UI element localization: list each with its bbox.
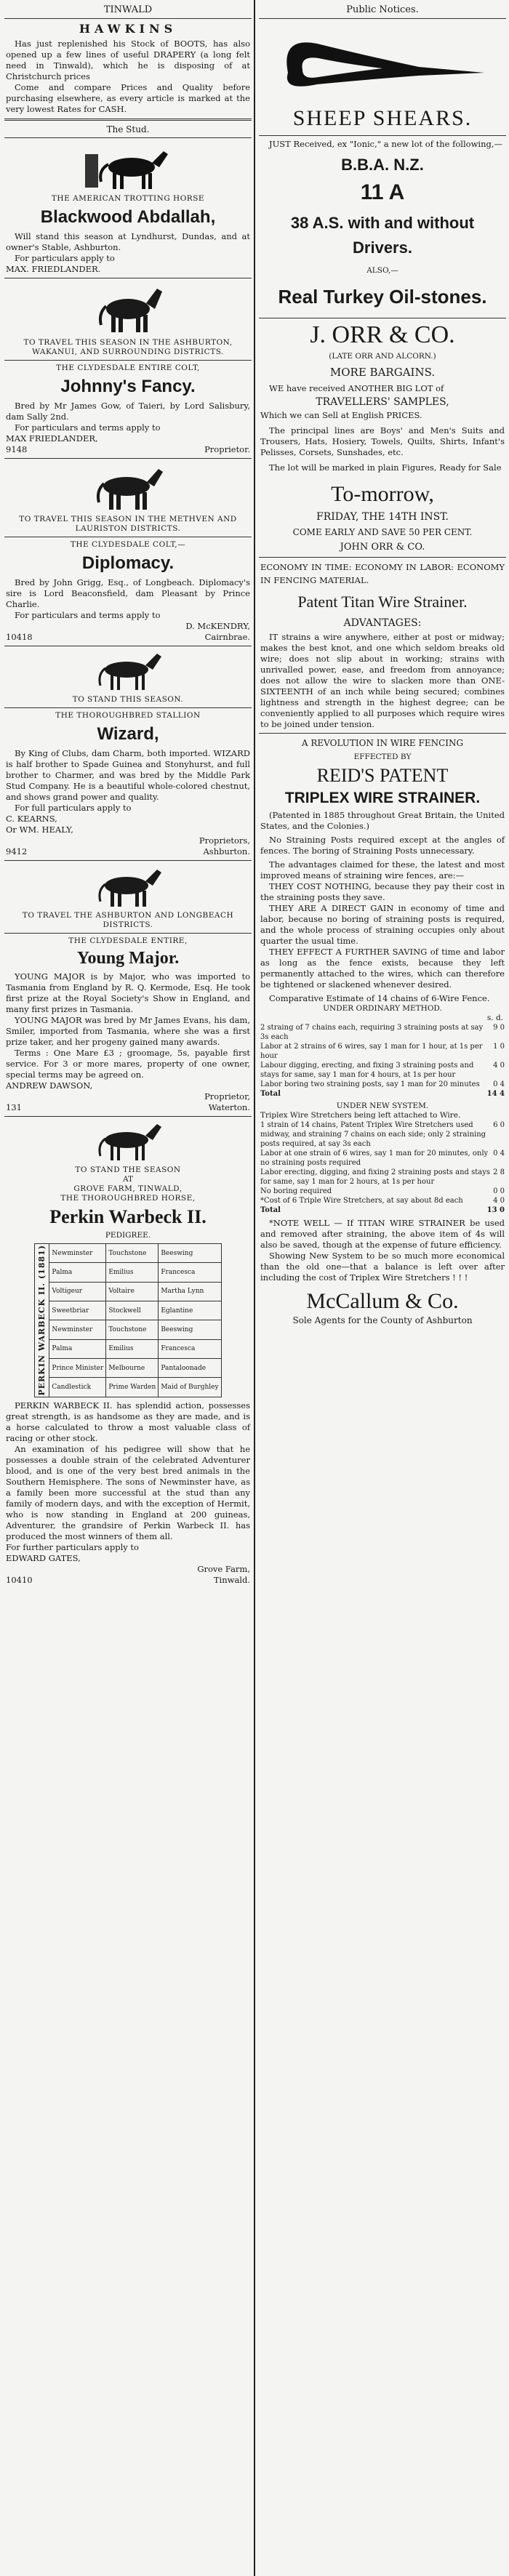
clydesdale-colt-illustration (84, 462, 172, 513)
pedigree-row (35, 1244, 221, 1263)
hawkins-ad (4, 22, 252, 115)
divider (4, 360, 252, 361)
pedigree-horse-name (35, 1244, 49, 1397)
johnny-ref: 9148 (6, 444, 28, 454)
estimate-cost: 1 0 (493, 1043, 505, 1051)
estimate-item: 2 straing of 7 chains each, requiring 3 straining posts at say 3s each (260, 1024, 484, 1041)
divider (4, 458, 252, 459)
also: ALSO,— (366, 266, 398, 275)
abdallah-name: Blackwood Abdallah, (40, 207, 216, 227)
new-total-value: 13 0 (486, 1206, 505, 1214)
diplomacy-travel: TO TRAVEL THIS SEASON IN THE METHVEN AND LAURISTON DISTRICTS. (19, 515, 237, 533)
sd-label: s. d. (486, 1014, 503, 1022)
titan-text: IT strains a wire anywhere, either at post or midway; makes the best knot, and one which seldom breaks old wire; does not slip about in working; strains with unrivalled power, ease, and freedom from annoyance; does not allow the wire to slacken more than ONE-SIXTEENTH of an inch while being secured; combines lightness and strength in the highest degree; can be conveniently applied to all purposes which require wires to be joined under tension. (260, 632, 505, 729)
johnny-sub: THE CLYDESDALE ENTIRE COLT, (56, 364, 200, 372)
estimate-cost: 6 0 (493, 1121, 505, 1129)
young-major-ref: 131 (6, 1102, 22, 1112)
pedigree-vertical-label (37, 1245, 47, 1396)
clydesdale-entire-illustration (84, 864, 172, 909)
wizard-role: Proprietors, (199, 835, 250, 846)
adv-text: The advantages claimed for these, the latest and most improved means of straining wire fences, are:— (260, 859, 505, 880)
perkin-sub: THE THOROUGHBRED HORSE, (60, 1194, 196, 1203)
pedigree-cell: Voltaire (106, 1282, 159, 1301)
economy: ECONOMY IN TIME: ECONOMY IN LABOR: ECONOMY IN FENCING MATERIAL. (260, 562, 505, 585)
estimate-cost: 0 4 (493, 1149, 505, 1157)
divider (259, 135, 506, 136)
estimate-row (260, 1149, 505, 1168)
estimate-item: Labor at 2 strains of 6 wires, say 1 man for 1 hour, at 1s per hour (260, 1043, 483, 1060)
pedigree-cell: Eglantine (159, 1301, 221, 1320)
pedigree-row (35, 1263, 221, 1282)
reids-patent: REID'S PATENT (316, 765, 449, 786)
patented: (Patented in 1885 throughout Great Britain, the United States, and the Colonies.) (260, 810, 505, 831)
johnny-travel: TO TRAVEL THIS SEASON IN THE ASHBURTON, WAKANUI, AND SURROUNDING DISTRICTS. (23, 338, 233, 356)
abdallah-text: Will stand this season at Lyndhurst, Dundas, and at owner's Stable, Ashburton. (6, 231, 250, 252)
pedigree-cell: Emilius (106, 1263, 159, 1282)
estimate-row (260, 1196, 505, 1205)
public-notices-header: Public Notices. (346, 4, 419, 15)
estimate-row (260, 1061, 505, 1080)
wizard-stand: TO STAND THIS SEASON. (72, 695, 184, 704)
pedigree-cell: Martha Lynn (159, 1282, 221, 1301)
estimate-row (260, 1080, 505, 1089)
samples3: Which we can Sell at English PRICES. (260, 410, 422, 420)
perkin-place2: Tinwald. (213, 1574, 250, 1585)
estimate-item: Labour digging, erecting, and fixing 3 straining posts and stays for same, say 1 man for 4 hours, at 1s per hour (260, 1062, 474, 1079)
column-rule (254, 0, 255, 2576)
eleven-a: 11 A (360, 180, 405, 204)
new-total-label: Total (260, 1206, 281, 1214)
old-system: UNDER ORDINARY METHOD. (323, 1004, 442, 1013)
clydesdale-horse-illustration (88, 281, 168, 336)
divider (259, 557, 506, 558)
lot: The lot will be marked in plain Figures, Ready for Sale (269, 462, 502, 473)
hawkins-name: HAWKINS (79, 22, 177, 36)
left-column (4, 0, 252, 1586)
note: *NOTE WELL — If TITAN WIRE STRAINER be used and removed after straining, the above item of 4s will also be saved, though at the expense of future efficiency. (260, 1218, 505, 1250)
adv2: THEY ARE A DIRECT GAIN in economy of time and labor, because no boring of straining posts is required, and the whole process of straining occupies only about quarter the usual time. (260, 903, 505, 946)
johnny-role: Proprietor. (204, 444, 250, 454)
pedigree-name-text: PERKIN WARBECK II. (37, 1279, 47, 1396)
young-major-text: YOUNG MAJOR is by Major, who was imported to Tasmania from England by R. Q. Kermode, Esq. He took first prize at the Royal Society's Show in England, and many first prizes in Tasmania. (6, 971, 250, 1014)
tinwald-header: TINWALD (103, 4, 153, 15)
mccallum: McCallum & Co. (306, 1289, 459, 1313)
diplomacy-sub: THE CLYDESDALE COLT,— (70, 540, 186, 549)
old-estimate (259, 1023, 506, 1089)
abdallah-sub: THE AMERICAN TROTTING HORSE (51, 194, 205, 203)
titan-name: Patent Titan Wire Strainer. (297, 593, 468, 611)
pedigree-row (35, 1358, 221, 1377)
as38: 38 A.S. with and without Drivers. (290, 214, 475, 257)
orr-sign: JOHN ORR & CO. (340, 542, 425, 553)
estimate-row (260, 1042, 505, 1061)
pedigree-cell: Beeswing (159, 1320, 221, 1339)
pedigree-cell: Sweetbriar (49, 1301, 106, 1320)
pedigree-row (35, 1339, 221, 1358)
young-major-name: Young Major. (76, 949, 180, 968)
perkin-stand: TO STAND THE SEASON (75, 1165, 181, 1174)
divider (4, 18, 252, 19)
estimate-cost: 4 0 (493, 1062, 505, 1070)
estimate-cost: 4 0 (493, 1197, 505, 1205)
perkin-text: PERKIN WARBECK II. has splendid action, possesses great strength, is as handsome as they are made, and is a horse calculated to throw a most valuable class of racing or other stock. (6, 1400, 250, 1443)
new-intro: Triplex Wire Stretchers being left attached to Wire. (260, 1111, 461, 1120)
perkin-farm: GROVE FARM, TINWALD, (73, 1184, 183, 1193)
estimate-item: Labor at one strain of 6 wires, say 1 man for 20 minutes, only no straining posts required (260, 1149, 489, 1167)
wizard-sub: THE THOROUGHBRED STALLION (55, 711, 201, 720)
estimate-cost: 9 0 (493, 1024, 505, 1032)
effected-by: EFFECTED BY (353, 753, 412, 761)
thoroughbred-horse-illustration (84, 1120, 172, 1163)
divider (4, 933, 252, 934)
right-column (259, 0, 506, 1325)
johnny-text2: For particulars and terms apply to (15, 422, 161, 433)
thoroughbred-stallion-illustration (84, 649, 172, 693)
estimate-cost: 0 0 (493, 1187, 505, 1195)
orr-name: J. ORR & CO. (310, 321, 455, 348)
pedigree-cell: Newminster (49, 1244, 106, 1263)
johnny-name: Johnny's Fancy. (60, 377, 196, 396)
new-system: UNDER NEW SYSTEM. (336, 1102, 429, 1110)
trotting-horse-illustration (81, 141, 175, 192)
pedigree-cell: Stockwell (106, 1301, 159, 1320)
divider (4, 1116, 252, 1117)
adv3: THEY EFFECT A FURTHER SAVING of time and labor as long as the fence exists, because they left permanently attached to the wires, which can therefore be tightened or slackened whenever desired. (260, 947, 505, 990)
come-early: COME EARLY AND SAVE 50 PER CENT. (292, 527, 473, 537)
perkin-ref: 10410 (6, 1574, 33, 1585)
shears-intro: JUST Received, ex "Ionic," a new lot of the following,— (269, 139, 503, 149)
pedigree-row (35, 1378, 221, 1397)
young-major-role: Proprietor, (204, 1091, 250, 1102)
wizard-place: Ashburton. (203, 846, 250, 856)
wizard-text: By King of Clubs, dam Charm, both imported. WIZARD is half brother to Spade Guinea and Stonyhurst, and full brother to Charmer, and was bred by the Middle Park Stud Company. He is a beautiful whole-colored chestnut, and shows grand power and quality. (6, 748, 250, 802)
old-total-value: 14 4 (486, 1090, 505, 1098)
hawkins-text: Has just replenished his Stock of BOOTS, has also opened up a few lines of useful DRAPERY (a long felt need in Tinwald), which he is disposing of at Christchurch prices (6, 39, 250, 81)
estimate-row (260, 1168, 505, 1187)
estimate-item: *Cost of 6 Triple Wire Stretchers, at say about 8d each (260, 1197, 463, 1205)
advantages: ADVANTAGES: (343, 617, 422, 629)
oilstones: Real Turkey Oil-stones. (278, 286, 487, 308)
perkin-at: AT (122, 1175, 133, 1184)
perkin-agent: EDWARD GATES, (6, 1552, 81, 1563)
abdallah-particulars: For particulars apply to (15, 253, 115, 263)
adv1: THEY COST NOTHING, because they pay their cost in the straining posts they save. (260, 881, 505, 902)
divider (4, 137, 252, 138)
perkin-name: Perkin Warbeck II. (49, 1206, 207, 1227)
young-major-text2: YOUNG MAJOR was bred by Mr James Evans, his dam, Smiler, imported from Tasmania, where she was a first prize taker, and her progeny gained many awards. (6, 1015, 250, 1047)
johnny-text: Bred by Mr James Gow, of Taieri, by Lord Salisbury, dam Sally 2nd. (6, 401, 250, 422)
abdallah-agent: MAX. FRIEDLANDER. (6, 264, 101, 274)
pedigree-cell: Prime Warden (106, 1378, 159, 1397)
estimate-cost: 0 4 (493, 1080, 505, 1088)
pedigree-table (34, 1243, 221, 1397)
stud-heading: The Stud. (106, 124, 150, 135)
perkin-pedigree-label: PEDIGREE. (105, 1231, 151, 1240)
pedigree-cell: Touchstone (106, 1244, 159, 1263)
bba: B.B.A. N.Z. (341, 156, 424, 174)
wizard-text2: For full particulars apply to (15, 803, 132, 813)
pedigree-cell: Melbourne (106, 1358, 159, 1377)
pedigree-cell: Voltigeur (49, 1282, 106, 1301)
pedigree-cell: Touchstone (106, 1320, 159, 1339)
pedigree-cell: Beeswing (159, 1244, 221, 1263)
wizard-agent2: Or WM. HEALY, (6, 824, 73, 835)
pedigree-cell: Newminster (49, 1320, 106, 1339)
diplomacy-place: Cairnbrae. (204, 632, 250, 642)
perkin-text2: An examination of his pedigree will show that he possesses a double strain of the celebrated Adventurer blood, and is one of the very best bred animals in the Southern Hemisphere. The sons of Newminster have, as a family been more successful at the stud than any family of modern days, and with the exception of Hermit, who is now standing in England at 200 guineas, Adventurer, the grandsire of Perkin Warbeck II. has produced the most winners of them all. (6, 1443, 250, 1541)
sheep-shears-icon (273, 22, 492, 102)
diplomacy-text2: For particulars and terms apply to (15, 610, 161, 620)
wizard-agent: C. KEARNS, (6, 814, 57, 824)
bargains: MORE BARGAINS. (329, 366, 436, 379)
no-strain: No Straining Posts required except at the angles of fences. The boring of Straining Posts unnecessary. (260, 835, 505, 856)
pedigree-cell: Palma (49, 1263, 106, 1282)
pedigree-cell: Candlestick (49, 1378, 106, 1397)
johnny-agent: MAX FRIEDLANDER, (6, 433, 98, 444)
divider (4, 119, 252, 121)
tomorrow: To-morrow, (331, 482, 434, 506)
samples2: TRAVELLERS' SAMPLES, (316, 396, 449, 408)
pedigree-cell: Maid of Burghley (159, 1378, 221, 1397)
young-major-agent: ANDREW DAWSON, (6, 1080, 93, 1091)
pedigree-cell: Francesca (159, 1263, 221, 1282)
estimate-cost: 2 8 (493, 1168, 505, 1176)
lines: The principal lines are Boys' and Men's Suits and Trousers, Hats, Hosiery, Towels, Quilts, Shirts, Infant's Pelisses, Corsets, Sunshades, etc. (260, 425, 505, 457)
pedigree-cell: Palma (49, 1339, 106, 1358)
wizard-name: Wizard, (97, 724, 159, 744)
showing: Showing New System to be so much more economical than the old one—that a balance is left over after including the cost of Triplex Wire Stretchers ! ! ! (260, 1251, 505, 1283)
pedigree-cell: Pantaloonade (159, 1358, 221, 1377)
pedigree-cell: Francesca (159, 1339, 221, 1358)
young-major-place: Waterton. (208, 1102, 250, 1112)
old-total-label: Total (260, 1090, 281, 1098)
orr-sub: (LATE ORR AND ALCORN.) (329, 352, 436, 361)
estimate-item: Labor erecting, digging, and fixing 2 straining posts and stays for same, say 1 man for 2 hours, at 1s per hour (260, 1168, 490, 1186)
samples: WE have received ANOTHER BIG LOT of (269, 383, 444, 393)
young-major-travel: TO TRAVEL THE ASHBURTON AND LONGBEACH DISTRICTS. (22, 911, 234, 929)
pedigree-cell: Prince Minister (49, 1358, 106, 1377)
diplomacy-ref: 10418 (6, 632, 33, 642)
revolution: A REVOLUTION IN WIRE FENCING (301, 738, 464, 748)
wizard-ref: 9412 (6, 846, 28, 856)
estimate-row (260, 1023, 505, 1042)
young-major-terms: Terms : One Mare £3 ; groomage, 5s, payable first service. For 3 or more mares, property of one owner, special terms may be agreed on. (6, 1048, 250, 1080)
diplomacy-text: Bred by John Grigg, Esq., of Longbeach. Diplomacy's sire is Lord Beaconsfield, dam Pleasant by Prince Charlie. (6, 577, 250, 609)
diplomacy-agent: D. McKENDRY, (185, 621, 250, 631)
estimate-item: 1 strain of 14 chains, Patent Triplex Wire Stretchers used midway, and straining 7 chains on each side; only 2 straining posts required, at say 3s each (260, 1121, 486, 1148)
friday: FRIDAY, THE 14TH INST. (316, 511, 449, 523)
triplex: TRIPLEX WIRE STRAINER. (284, 790, 481, 806)
new-estimate (259, 1120, 506, 1205)
sole-agents: Sole Agents for the County of Ashburton (292, 1315, 473, 1325)
pedigree-row (35, 1282, 221, 1301)
divider (259, 18, 506, 19)
perkin-text3: For further particulars apply to (6, 1541, 139, 1552)
estimate-item: No boring required (260, 1187, 332, 1195)
perkin-place1: Grove Farm, (197, 1563, 250, 1574)
pedigree-year-text: (1881) (37, 1245, 47, 1280)
young-major-sub: THE CLYDESDALE ENTIRE, (68, 936, 188, 945)
divider (4, 707, 252, 708)
pedigree-cell: Emilius (106, 1339, 159, 1358)
divider (259, 733, 506, 734)
estimate-row (260, 1120, 505, 1149)
comparative: Comparative Estimate of 14 chains of 6-Wire Fence. (269, 993, 490, 1003)
pedigree-row (35, 1320, 221, 1339)
shears-title: SHEEP SHEARS. (292, 106, 473, 130)
divider (4, 860, 252, 861)
pedigree-row (35, 1301, 221, 1320)
diplomacy-name: Diplomacy. (81, 553, 175, 573)
hawkins-text2: Come and compare Prices and Quality before purchasing elsewhere, as every article is marked at the very lowest Rates for CASH. (6, 82, 250, 114)
estimate-item: Labor boring two straining posts, say 1 man for 20 minutes (260, 1080, 480, 1088)
estimate-row (260, 1187, 505, 1196)
